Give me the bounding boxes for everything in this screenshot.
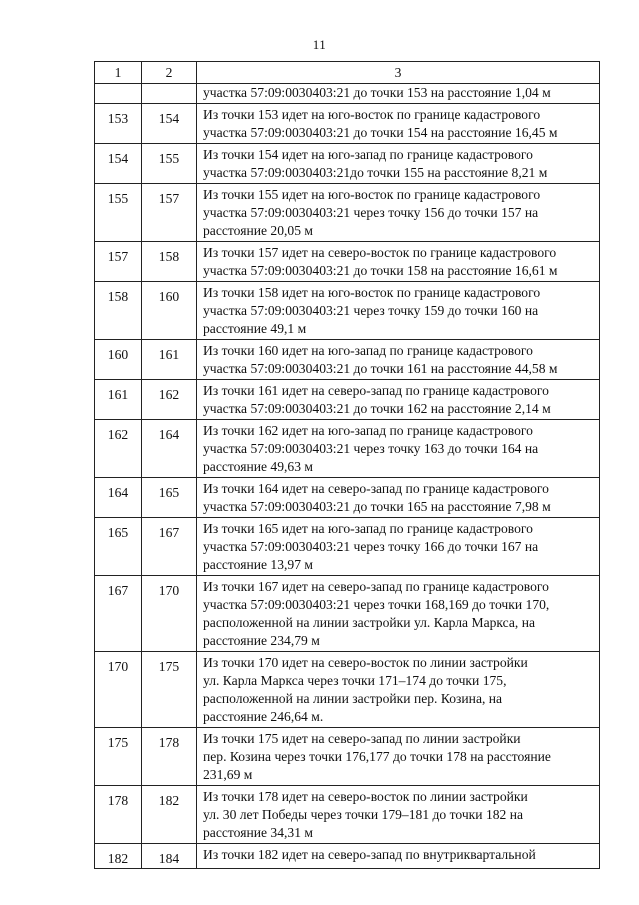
from-point-cell: 161 xyxy=(95,380,142,420)
description-cell: Из точки 157 идет на северо-восток по границе кадастрового участка 57:09:0030403:21 до точки 158 на расстояние 16,61 м xyxy=(197,242,600,282)
table-header-row xyxy=(95,62,600,84)
table-row xyxy=(95,478,600,518)
from-point-cell: 170 xyxy=(95,652,142,728)
table-row xyxy=(95,104,600,144)
description-cell: Из точки 153 идет на юго-восток по границе кадастрового участка 57:09:0030403:21 до точки 154 на расстояние 16,45 м xyxy=(197,104,600,144)
description-cell: Из точки 178 идет на северо-восток по линии застройки ул. 30 лет Победы через точки 179–181 до точки 182 на расстояние 34,31 м xyxy=(197,786,600,844)
table-row xyxy=(95,652,600,728)
to-point-cell: 184 xyxy=(142,844,197,869)
from-point-cell: 175 xyxy=(95,728,142,786)
to-point-cell: 182 xyxy=(142,786,197,844)
table-row xyxy=(95,380,600,420)
to-point-cell: 178 xyxy=(142,728,197,786)
page-number: 11 xyxy=(312,37,327,52)
from-point-cell xyxy=(95,84,142,104)
column-header-to-point: 2 xyxy=(142,62,197,84)
description-cell: Из точки 154 идет на юго-запад по границе кадастрового участка 57:09:0030403:21до точки 155 на расстояние 8,21 м xyxy=(197,144,600,184)
table-row xyxy=(95,518,600,576)
table-row xyxy=(95,576,600,652)
description-cell: участка 57:09:0030403:21 до точки 153 на расстояние 1,04 м xyxy=(197,84,600,104)
table-row xyxy=(95,84,600,104)
description-cell: Из точки 164 идет на северо-запад по границе кадастрового участка 57:09:0030403:21 до точки 165 на расстояние 7,98 м xyxy=(197,478,600,518)
from-point-cell: 178 xyxy=(95,786,142,844)
to-point-cell: 162 xyxy=(142,380,197,420)
description-cell: Из точки 170 идет на северо-восток по линии застройки ул. Карла Маркса через точки 171–174 до точки 175, расположенной на линии застройки пер. Козина, на расстояние 246,64 м. xyxy=(197,652,600,728)
description-cell: Из точки 162 идет на юго-запад по границе кадастрового участка 57:09:0030403:21 через точку 163 до точки 164 на расстояние 49,63 м xyxy=(197,420,600,478)
description-cell: Из точки 165 идет на юго-запад по границе кадастрового участка 57:09:0030403:21 через точку 166 до точки 167 на расстояние 13,97 м xyxy=(197,518,600,576)
to-point-cell: 154 xyxy=(142,104,197,144)
from-point-cell: 162 xyxy=(95,420,142,478)
to-point-cell: 175 xyxy=(142,652,197,728)
to-point-cell xyxy=(142,84,197,104)
to-point-cell: 170 xyxy=(142,576,197,652)
table-row xyxy=(95,340,600,380)
table-row xyxy=(95,786,600,844)
from-point-cell: 154 xyxy=(95,144,142,184)
from-point-cell: 155 xyxy=(95,184,142,242)
description-cell: Из точки 175 идет на северо-запад по линии застройки пер. Козина через точки 176,177 до точки 178 на расстояние 231,69 м xyxy=(197,728,600,786)
to-point-cell: 160 xyxy=(142,282,197,340)
table-row xyxy=(95,728,600,786)
description-cell: Из точки 182 идет на северо-запад по внутриквартальной xyxy=(197,844,600,869)
to-point-cell: 167 xyxy=(142,518,197,576)
table-row xyxy=(95,144,600,184)
to-point-cell: 165 xyxy=(142,478,197,518)
column-header-from-point: 1 xyxy=(95,62,142,84)
to-point-cell: 161 xyxy=(142,340,197,380)
description-cell: Из точки 158 идет на юго-восток по границе кадастрового участка 57:09:0030403:21 через точку 159 до точки 160 на расстояние 49,1 м xyxy=(197,282,600,340)
to-point-cell: 158 xyxy=(142,242,197,282)
table-row xyxy=(95,420,600,478)
from-point-cell: 158 xyxy=(95,282,142,340)
description-cell: Из точки 167 идет на северо-запад по границе кадастрового участка 57:09:0030403:21 через точки 168,169 до точки 170, расположенной на линии застройки ул. Карла Маркса, на расстояние 234,79 м xyxy=(197,576,600,652)
table-row xyxy=(95,282,600,340)
to-point-cell: 157 xyxy=(142,184,197,242)
description-cell: Из точки 155 идет на юго-восток по границе кадастрового участка 57:09:0030403:21 через точку 156 до точки 157 на расстояние 20,05 м xyxy=(197,184,600,242)
table-row xyxy=(95,844,600,869)
table-row xyxy=(95,184,600,242)
from-point-cell: 182 xyxy=(95,844,142,869)
description-cell: Из точки 161 идет на северо-запад по границе кадастрового участка 57:09:0030403:21 до точки 162 на расстояние 2,14 м xyxy=(197,380,600,420)
to-point-cell: 155 xyxy=(142,144,197,184)
from-point-cell: 167 xyxy=(95,576,142,652)
to-point-cell: 164 xyxy=(142,420,197,478)
column-header-description: 3 xyxy=(197,62,600,84)
table-row xyxy=(95,242,600,282)
from-point-cell: 157 xyxy=(95,242,142,282)
boundary-description-table xyxy=(94,61,600,869)
from-point-cell: 165 xyxy=(95,518,142,576)
from-point-cell: 160 xyxy=(95,340,142,380)
from-point-cell: 153 xyxy=(95,104,142,144)
description-cell: Из точки 160 идет на юго-запад по границе кадастрового участка 57:09:0030403:21 до точки 161 на расстояние 44,58 м xyxy=(197,340,600,380)
from-point-cell: 164 xyxy=(95,478,142,518)
